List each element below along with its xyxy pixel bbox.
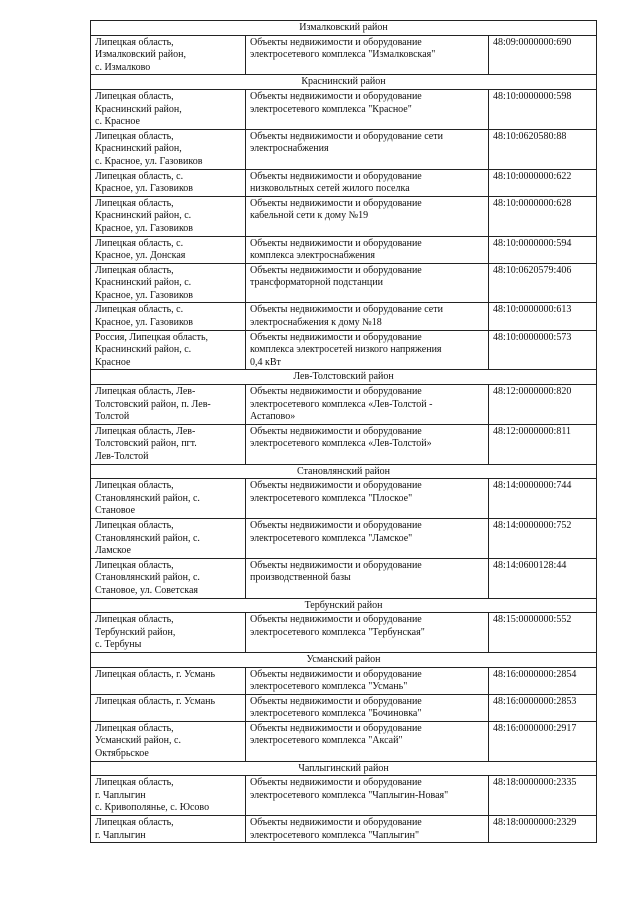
cadastral-number-cell: 48:10:0000000:598 — [489, 89, 597, 129]
object-description-cell: Объекты недвижимости и оборудование электросетевого комплекса "Усмань" — [246, 667, 489, 694]
cadastral-number-cell: 48:14:0600128:44 — [489, 558, 597, 598]
cadastral-number-cell: 48:10:0620579:406 — [489, 263, 597, 303]
address-cell: Липецкая область, Измалковский район, с. Измалково — [91, 35, 246, 75]
table-row — [91, 721, 597, 761]
cadastral-number-cell: 48:16:0000000:2854 — [489, 667, 597, 694]
cadastral-number-cell: 48:18:0000000:2329 — [489, 816, 597, 843]
object-description-cell: Объекты недвижимости и оборудование комплекса электроснабжения — [246, 236, 489, 263]
cadastral-number-cell: 48:14:0000000:752 — [489, 518, 597, 558]
cadastral-number-cell: 48:09:0000000:690 — [489, 35, 597, 75]
cadastral-number-cell: 48:15:0000000:552 — [489, 613, 597, 653]
address-cell: Липецкая область, Краснинский район, с. Красное, ул. Газовиков — [91, 129, 246, 169]
cadastral-number-cell: 48:10:0620580:88 — [489, 129, 597, 169]
district-header-row — [91, 21, 597, 36]
address-cell: Липецкая область, Становлянский район, с. Становое, ул. Советская — [91, 558, 246, 598]
address-cell: Липецкая область, Краснинский район, с. Красное — [91, 89, 246, 129]
address-cell: Липецкая область, Краснинский район, с. Красное, ул. Газовиков — [91, 263, 246, 303]
table-row — [91, 424, 597, 464]
district-name: Становлянский район — [91, 464, 597, 479]
address-cell: Липецкая область, Лев- Толстовский район, п. Лев- Толстой — [91, 385, 246, 425]
address-cell: Липецкая область, г. Чаплыгин с. Кривополянье, с. Юсово — [91, 776, 246, 816]
table-row — [91, 558, 597, 598]
object-description-cell: Объекты недвижимости и оборудование электросетевого комплекса "Плоское" — [246, 479, 489, 519]
address-cell: Липецкая область, г. Усмань — [91, 667, 246, 694]
object-description-cell: Объекты недвижимости и оборудование электросетевого комплекса «Лев-Толстой - Астапово» — [246, 385, 489, 425]
district-name: Тербунский район — [91, 598, 597, 613]
district-header-row — [91, 598, 597, 613]
object-description-cell: Объекты недвижимости и оборудование электросетевого комплекса «Лев-Толстой» — [246, 424, 489, 464]
address-cell: Липецкая область, Становлянский район, с. Ламское — [91, 518, 246, 558]
object-description-cell: Объекты недвижимости и оборудование низковольтных сетей жилого поселка — [246, 169, 489, 196]
table-row — [91, 385, 597, 425]
address-cell: Липецкая область, с. Красное, ул. Газовиков — [91, 303, 246, 330]
property-table-body — [91, 21, 597, 843]
cadastral-number-cell: 48:14:0000000:744 — [489, 479, 597, 519]
district-name: Краснинский район — [91, 75, 597, 90]
object-description-cell: Объекты недвижимости и оборудование электросетевого комплекса "Красное" — [246, 89, 489, 129]
address-cell: Липецкая область, с. Красное, ул. Газовиков — [91, 169, 246, 196]
cadastral-number-cell: 48:12:0000000:820 — [489, 385, 597, 425]
object-description-cell: Объекты недвижимости и оборудование комплекса электросетей низкого напряжения 0,4 кВт — [246, 330, 489, 370]
table-row — [91, 169, 597, 196]
object-description-cell: Объекты недвижимости и оборудование трансформаторной подстанции — [246, 263, 489, 303]
table-row — [91, 518, 597, 558]
address-cell: Липецкая область, Краснинский район, с. Красное, ул. Газовиков — [91, 196, 246, 236]
object-description-cell: Объекты недвижимости и оборудование электросетевого комплекса "Чаплыгин-Новая" — [246, 776, 489, 816]
table-row — [91, 479, 597, 519]
district-header-row — [91, 761, 597, 776]
district-header-row — [91, 464, 597, 479]
district-header-row — [91, 652, 597, 667]
cadastral-number-cell: 48:10:0000000:613 — [489, 303, 597, 330]
table-row — [91, 89, 597, 129]
cadastral-number-cell: 48:16:0000000:2917 — [489, 721, 597, 761]
object-description-cell: Объекты недвижимости и оборудование кабельной сети к дому №19 — [246, 196, 489, 236]
address-cell: Россия, Липецкая область, Краснинский район, с. Красное — [91, 330, 246, 370]
cadastral-number-cell: 48:10:0000000:594 — [489, 236, 597, 263]
object-description-cell: Объекты недвижимости и оборудование электросетевого комплекса "Чаплыгин" — [246, 816, 489, 843]
object-description-cell: Объекты недвижимости и оборудование электросетевого комплекса "Ламское" — [246, 518, 489, 558]
table-row — [91, 816, 597, 843]
district-header-row — [91, 75, 597, 90]
cadastral-number-cell: 48:10:0000000:622 — [489, 169, 597, 196]
address-cell: Липецкая область, Усманский район, с. Октябрьское — [91, 721, 246, 761]
cadastral-number-cell: 48:16:0000000:2853 — [489, 694, 597, 721]
property-table — [90, 20, 597, 843]
object-description-cell: Объекты недвижимости и оборудование сети электроснабжения — [246, 129, 489, 169]
object-description-cell: Объекты недвижимости и оборудование электросетевого комплекса "Аксай" — [246, 721, 489, 761]
address-cell: Липецкая область, Лев- Толстовский район, пгт. Лев-Толстой — [91, 424, 246, 464]
table-row — [91, 263, 597, 303]
district-name: Усманский район — [91, 652, 597, 667]
table-row — [91, 303, 597, 330]
district-name: Чаплыгинский район — [91, 761, 597, 776]
table-row — [91, 196, 597, 236]
cadastral-number-cell: 48:18:0000000:2335 — [489, 776, 597, 816]
table-row — [91, 776, 597, 816]
object-description-cell: Объекты недвижимости и оборудование электросетевого комплекса "Тербунская" — [246, 613, 489, 653]
cadastral-number-cell: 48:12:0000000:811 — [489, 424, 597, 464]
district-header-row — [91, 370, 597, 385]
table-row — [91, 129, 597, 169]
table-row — [91, 613, 597, 653]
address-cell: Липецкая область, Становлянский район, с. Становое — [91, 479, 246, 519]
address-cell: Липецкая область, г. Усмань — [91, 694, 246, 721]
table-row — [91, 330, 597, 370]
address-cell: Липецкая область, с. Красное, ул. Донская — [91, 236, 246, 263]
object-description-cell: Объекты недвижимости и оборудование электросетевого комплекса "Измалковская" — [246, 35, 489, 75]
object-description-cell: Объекты недвижимости и оборудование электросетевого комплекса "Бочиновка" — [246, 694, 489, 721]
table-row — [91, 236, 597, 263]
object-description-cell: Объекты недвижимости и оборудование сети электроснабжения к дому №18 — [246, 303, 489, 330]
address-cell: Липецкая область, г. Чаплыгин — [91, 816, 246, 843]
table-row — [91, 667, 597, 694]
district-name: Лев-Толстовский район — [91, 370, 597, 385]
table-row — [91, 35, 597, 75]
cadastral-number-cell: 48:10:0000000:628 — [489, 196, 597, 236]
district-name: Измалковский район — [91, 21, 597, 36]
cadastral-number-cell: 48:10:0000000:573 — [489, 330, 597, 370]
table-row — [91, 694, 597, 721]
address-cell: Липецкая область, Тербунский район, с. Тербуны — [91, 613, 246, 653]
object-description-cell: Объекты недвижимости и оборудование производственной базы — [246, 558, 489, 598]
